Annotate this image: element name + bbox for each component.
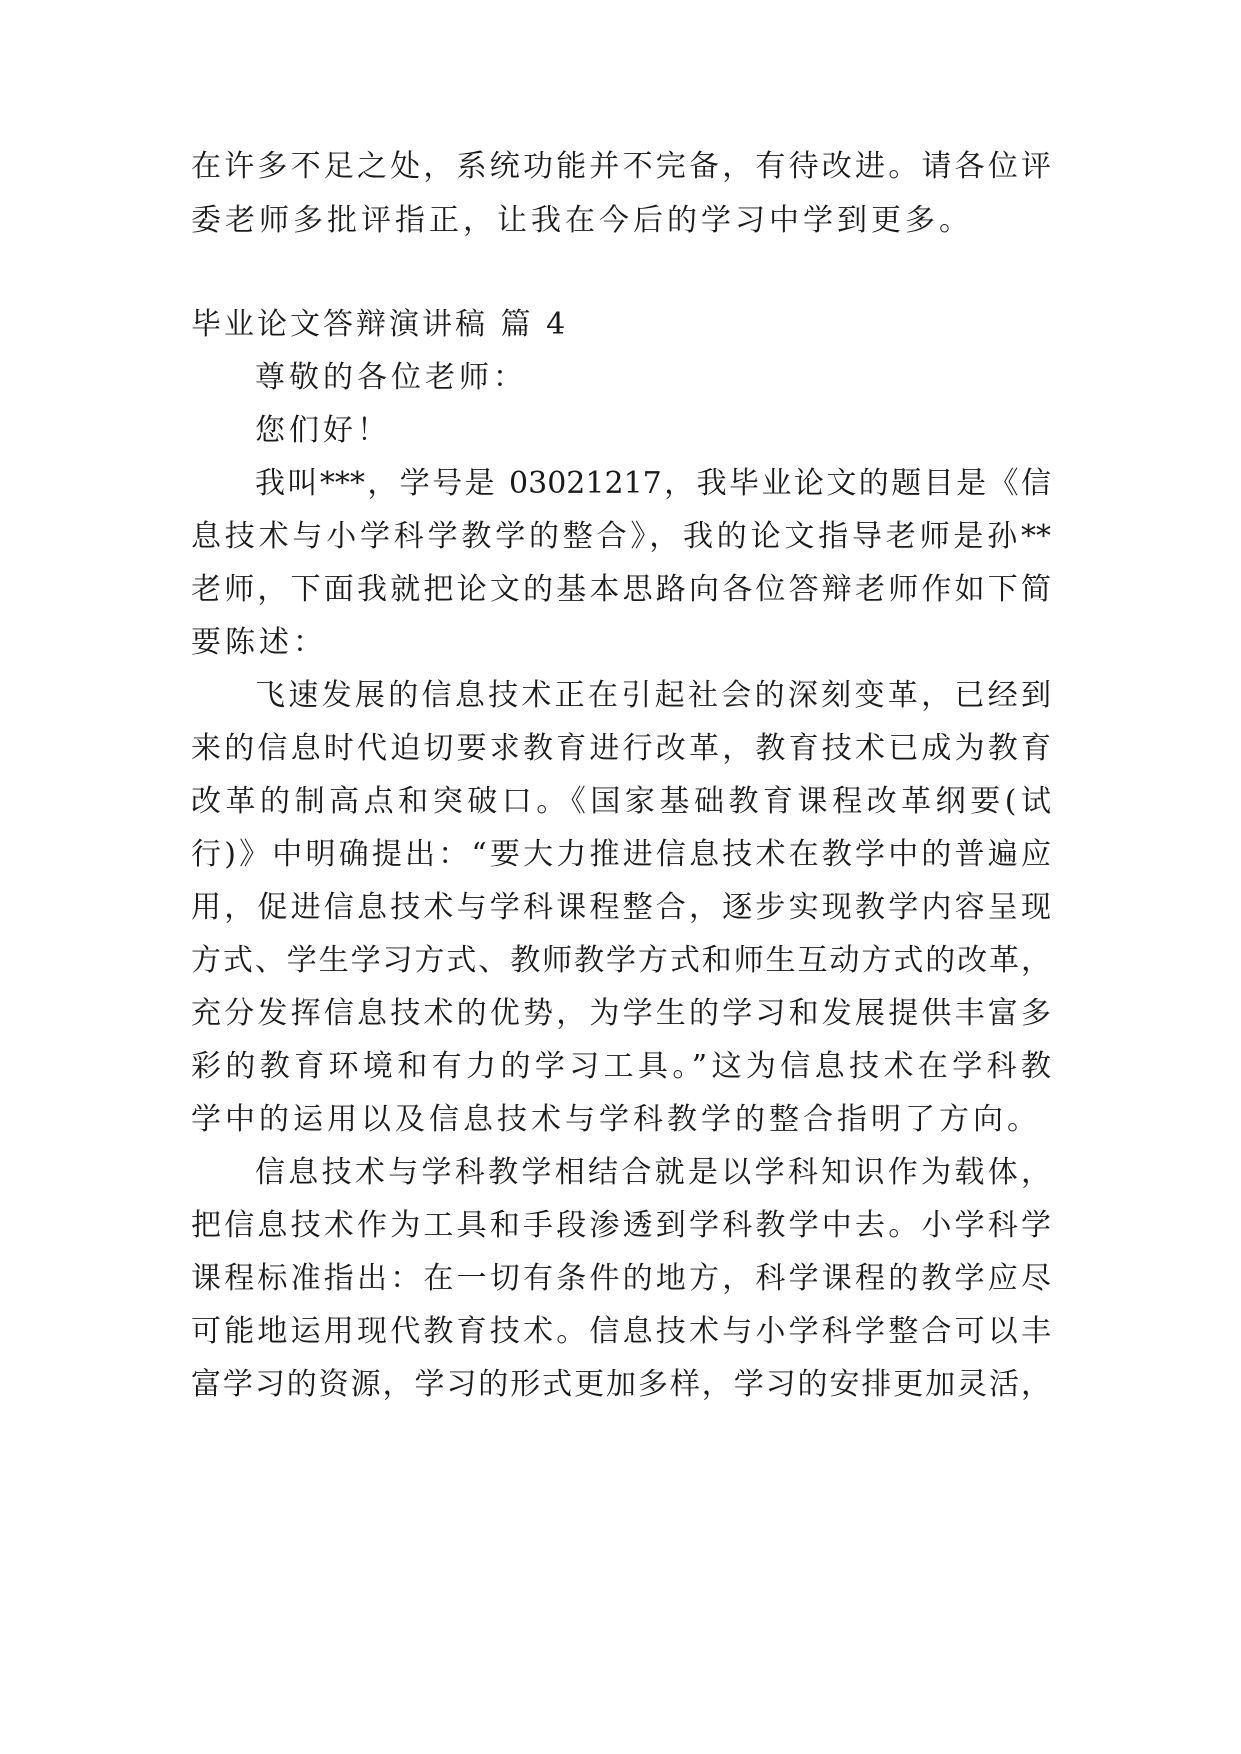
paragraph-3-line-5: 富学习的资源，学习的形式更加多样，学习的安排更加灵活， <box>191 1367 1051 1402</box>
paragraph-2-line-2: 来的信息时代迫切要求教育进行改革，教育技术已成为教育 <box>191 731 1051 766</box>
paragraph-2-line-6: 方式、学生学习方式、教师教学方式和师生互动方式的改革， <box>191 943 1051 978</box>
paragraph-3-line-1: 信息技术与学科教学相结合就是以学科知识作为载体， <box>255 1155 1051 1190</box>
paragraph-2-line-3: 改革的制高点和突破口。《国家基础教育课程改革纲要(试 <box>191 784 1051 819</box>
paragraph-2-line-4: 行)》中明确提出：“要大力推进信息技术在教学中的普遍应 <box>191 837 1051 872</box>
paragraph-2-line-9: 学中的运用以及信息技术与学科教学的整合指明了方向。 <box>191 1102 1041 1137</box>
continuation-line-2: 委老师多批评指正，让我在今后的学习中学到更多。 <box>191 203 973 238</box>
paragraph-1-line-2: 息技术与小学科学教学的整合》，我的论文指导老师是孙** <box>191 519 1051 554</box>
paragraph-2-line-8: 彩的教育环境和有力的学习工具。”这为信息技术在学科教 <box>191 1049 1051 1084</box>
paragraph-1-line-3: 老师，下面我就把论文的基本思路向各位答辩老师作如下简 <box>191 572 1051 607</box>
paragraph-2-line-7: 充分发挥信息技术的优势，为学生的学习和发展提供丰富多 <box>191 996 1051 1031</box>
paragraph-3-line-2: 把信息技术作为工具和手段渗透到学科教学中去。小学科学 <box>191 1208 1051 1243</box>
paragraph-2-line-1: 飞速发展的信息技术正在引起社会的深刻变革，已经到 <box>255 678 1051 713</box>
paragraph-1-line-1: 我叫***，学号是 03021217，我毕业论文的题目是《信 <box>255 466 1051 501</box>
continuation-line-1: 在许多不足之处，系统功能并不完备，有待改进。请各位评 <box>191 149 1051 184</box>
salutation: 尊敬的各位老师： <box>255 360 527 395</box>
greeting: 您们好！ <box>255 413 391 448</box>
paragraph-2-line-5: 用，促进信息技术与学科课程整合，逐步实现教学内容呈现 <box>191 890 1051 925</box>
paragraph-3-line-4: 可能地运用现代教育技术。信息技术与小学科学整合可以丰 <box>191 1314 1051 1349</box>
section-heading: 毕业论文答辩演讲稿 篇 4 <box>191 307 569 342</box>
paragraph-1-line-4: 要陈述： <box>191 625 327 660</box>
paragraph-3-line-3: 课程标准指出：在一切有条件的地方，科学课程的教学应尽 <box>191 1261 1051 1296</box>
